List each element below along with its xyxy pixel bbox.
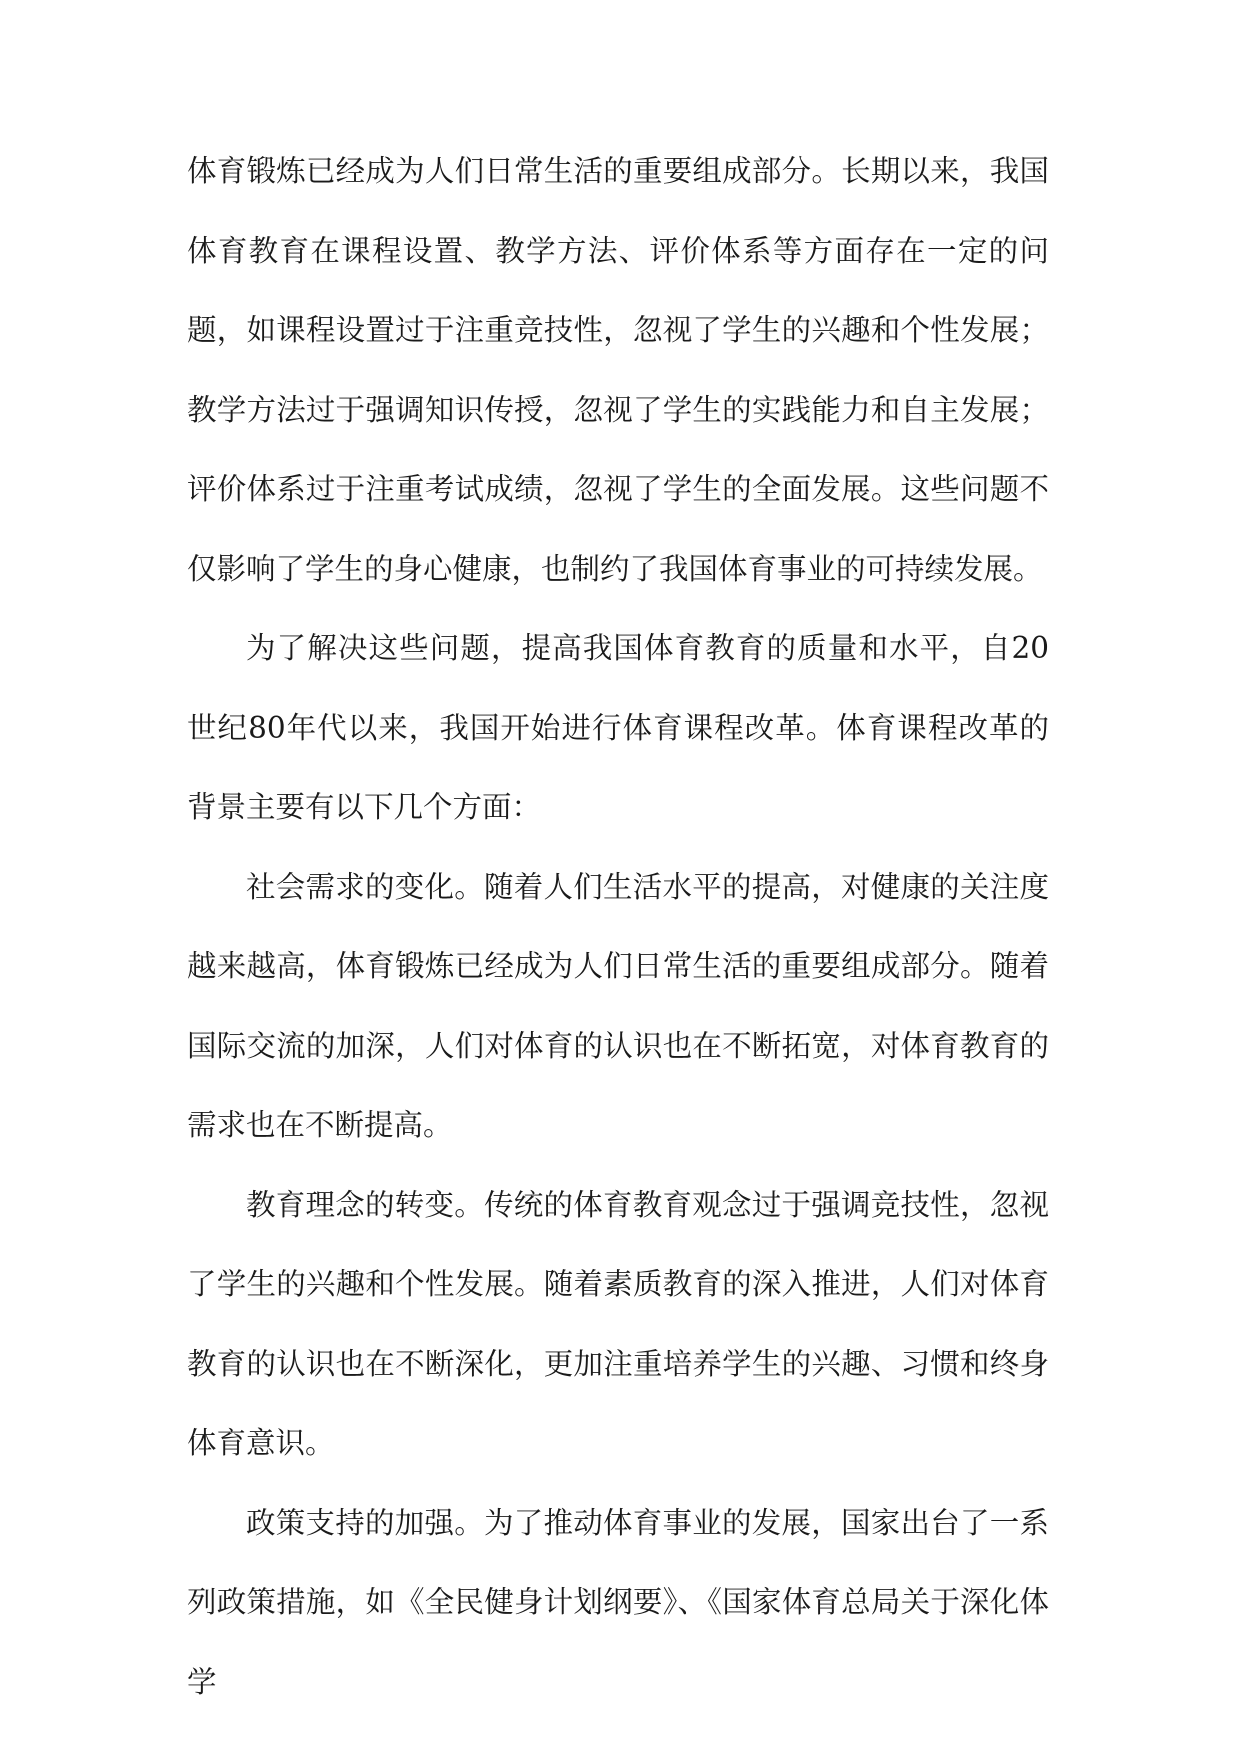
- paragraph-continuation: 体育锻炼已经成为人们日常生活的重要组成部分。长期以来，我国体育教育在课程设置、教学方法、评价体系等方面存在一定的问题，如课程设置过于注重竞技性，忽视了学生的兴趣和个性发展；教学方法过于强调知识传授，忽视了学生的实践能力和自主发展；评价体系过于注重考试成绩，忽视了学生的全面发展。这些问题不仅影响了学生的身心健康，也制约了我国体育事业的可持续发展。: [187, 154, 1049, 586]
- paragraph-education-concept: 教育理念的转变。传统的体育教育观念过于强调竞技性，忽视了学生的兴趣和个性发展。随着素质教育的深入推进，人们对体育教育的认识也在不断深化，更加注重培养学生的兴趣、习惯和终身体育意识。: [187, 1187, 1049, 1460]
- paragraph-reform-background: 为了解决这些问题，提高我国体育教育的质量和水平，自20世纪80年代以来，我国开始进行体育课程改革。体育课程改革的背景主要有以下几个方面：: [187, 631, 1049, 824]
- paragraph-social-demand: 社会需求的变化。随着人们生活水平的提高，对健康的关注度越来越高，体育锻炼已经成为人们日常生活的重要组成部分。随着国际交流的加深，人们对体育的认识也在不断拓宽，对体育教育的需求也在不断提高。: [187, 869, 1049, 1142]
- body-text: [187, 132, 1049, 1722]
- paragraph-policy-support: 政策支持的加强。为了推动体育事业的发展，国家出台了一系列政策措施，如《全民健身计划纲要》、《国家体育总局关于深化体学: [187, 1505, 1049, 1699]
